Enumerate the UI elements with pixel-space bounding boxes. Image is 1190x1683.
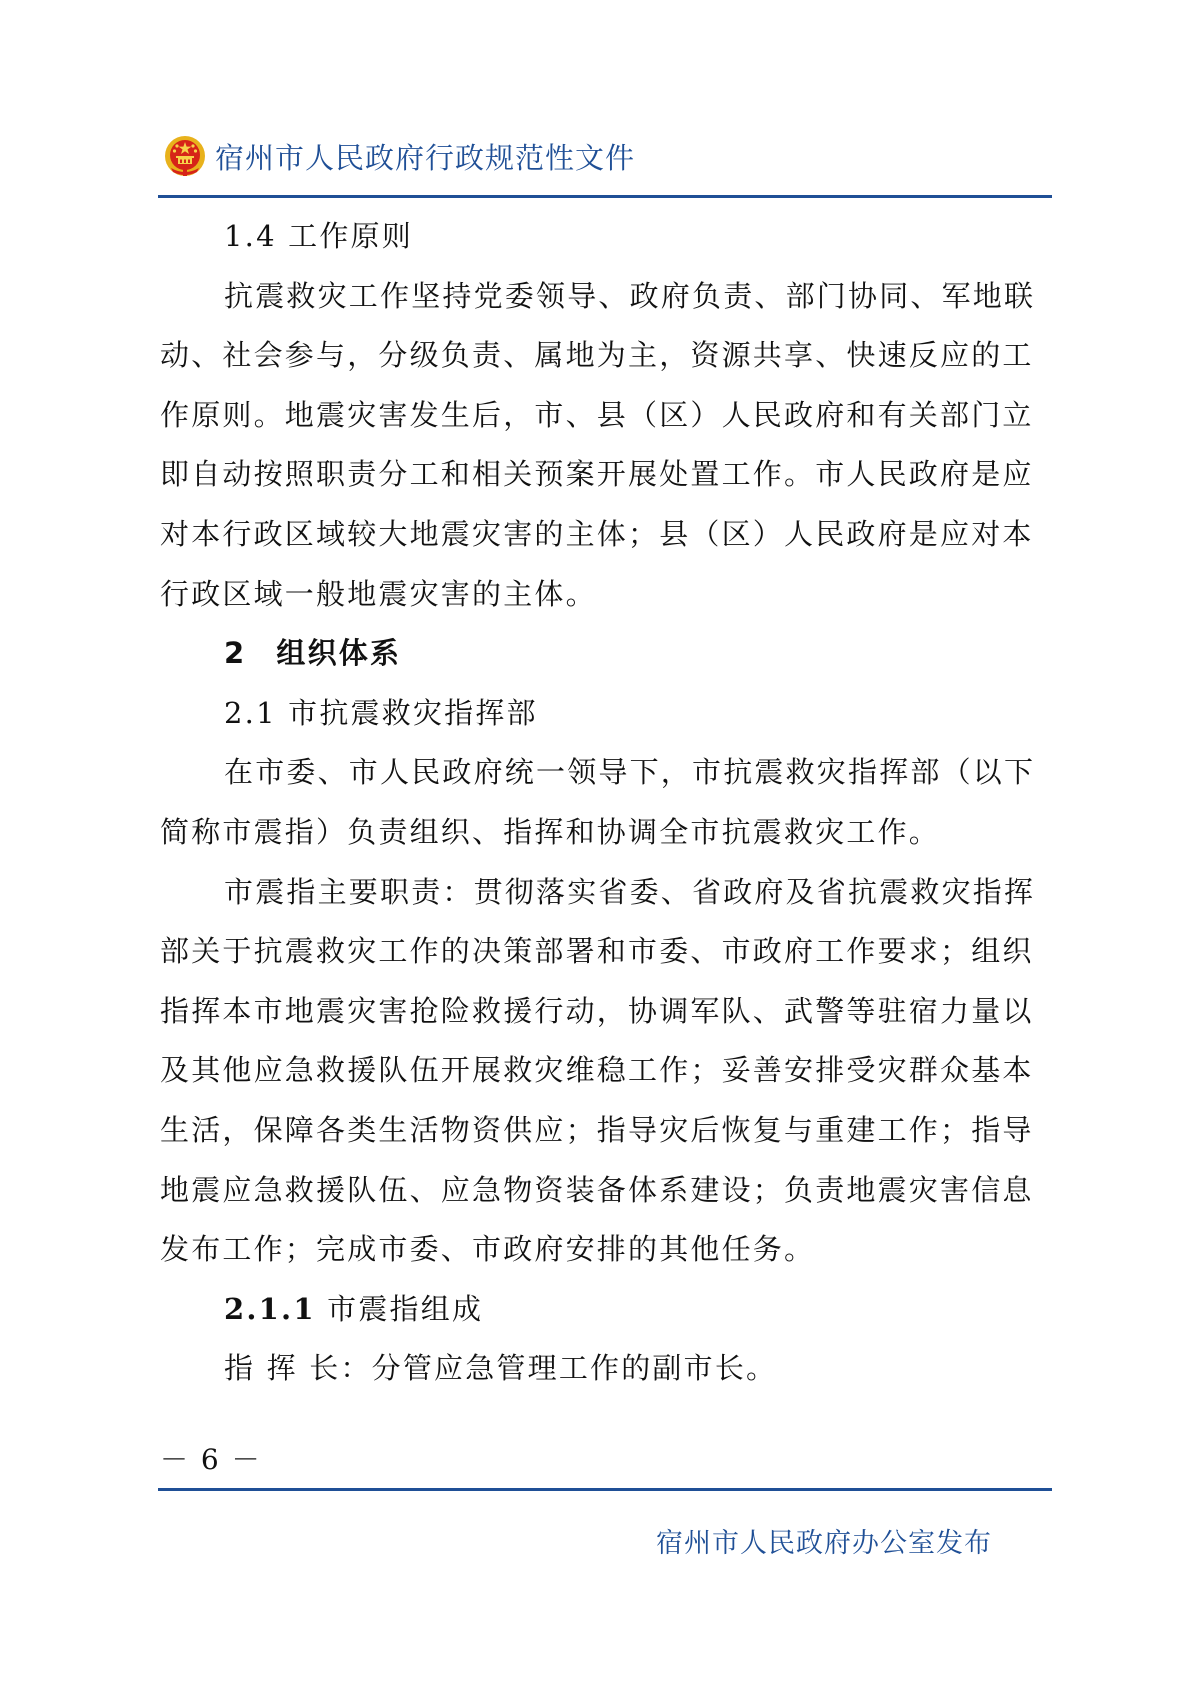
paragraph-line: 作原则。地震灾害发生后，市、县（区）人民政府和有关部门立 [160, 397, 1034, 432]
header-title: 宿州市人民政府行政规范性文件 [215, 140, 636, 175]
paragraph-line: 抗震救灾工作坚持党委领导、政府负责、部门协同、军地联 [224, 278, 1036, 313]
paragraph-line: 生活，保障各类生活物资供应；指导灾后恢复与重建工作；指导 [160, 1112, 1034, 1147]
section-2-1-1-number: 2.1.1 [224, 1291, 316, 1326]
section-1-4-heading: 1.4 工作原则 [224, 219, 413, 253]
section-2-number: 2 [224, 636, 247, 671]
paragraph-line: 指 挥 长：分管应急管理工作的副市长。 [224, 1351, 778, 1386]
section-2-title: 组织体系 [276, 636, 402, 671]
document-header [163, 128, 635, 184]
header-divider [158, 195, 1052, 198]
paragraph-line: 指挥本市地震灾害抢险救援行动，协调军队、武警等驻宿力量以 [160, 993, 1034, 1028]
paragraph-line: 部关于抗震救灾工作的决策部署和市委、市政府工作要求；组织 [160, 934, 1034, 969]
paragraph-line: 在市委、市人民政府统一领导下，市抗震救灾指挥部（以下 [224, 755, 1036, 790]
footer-divider [158, 1488, 1052, 1491]
paragraph-line: 市震指主要职责：贯彻落实省委、省政府及省抗震救灾指挥 [224, 874, 1036, 909]
section-2-1-1-title: 市震指组成 [315, 1291, 484, 1326]
document-body [160, 207, 1054, 1399]
paragraph-line: 行政区域一般地震灾害的主体。 [160, 576, 597, 611]
footer-publisher: 宿州市人民政府办公室发布 [656, 1528, 992, 1559]
page-number: － 6 － [160, 1443, 262, 1476]
section-2-1-heading: 2.1 市抗震救灾指挥部 [224, 695, 538, 730]
paragraph-line: 及其他应急救援队伍开展救灾维稳工作；妥善安排受灾群众基本 [160, 1053, 1034, 1088]
paragraph-line: 地震应急救援队伍、应急物资装备体系建设；负责地震灾害信息 [160, 1172, 1034, 1207]
national-emblem-icon [163, 134, 207, 178]
paragraph-line: 动、社会参与，分级负责、属地为主，资源共享、快速反应的工 [160, 338, 1034, 373]
paragraph-line: 发布工作；完成市委、市政府安排的其他任务。 [160, 1232, 816, 1267]
paragraph-line: 简称市震指）负责组织、指挥和协调全市抗震救灾工作。 [160, 814, 941, 849]
paragraph-line: 对本行政区域较大地震灾害的主体；县（区）人民政府是应对本 [160, 516, 1034, 551]
section-2-heading [160, 624, 1054, 684]
section-2-1-1-heading [160, 1280, 1054, 1340]
paragraph-line: 即自动按照职责分工和相关预案开展处置工作。市人民政府是应 [160, 457, 1034, 492]
